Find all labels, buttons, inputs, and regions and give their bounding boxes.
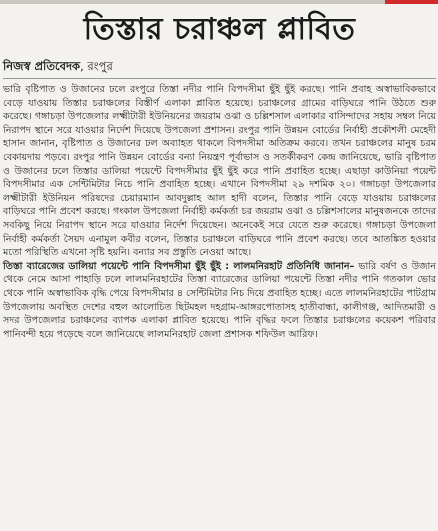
article-body: [3, 83, 436, 341]
top-rule-red: [385, 0, 438, 4]
top-color-rule: [0, 0, 438, 4]
byline-reporter: নিজস্ব প্রতিবেদক: [3, 59, 81, 73]
top-rule-gray: [0, 0, 385, 4]
article-paragraph-1: ভারি বৃষ্টিপাত ও উজানের ঢলে রংপুরে তিস্তা নদীর পানি বিপদসীমা ছুঁই ছুঁই করছে। পানি প্রবাহ অস্বাভাবিকভাবে বেড়ে যাওয়ায় তিস্তার চরাঞ্চলের বিস্তীর্ণ এলাকা প্লাবিত হয়েছে। চরাঞ্চলের গ্রামের বাড়িঘরে পানি উঠতে শুরু করেছে। গঙ্গাচড়া উপজেলার লক্ষ্মীটারী ইউনিয়নের জয়রাম ওঝা ও চল্লিশসাল এলাকার বাসিন্দাদের সহায় সম্বল নিয়ে নিরাপদ স্থানে সরে যাওয়ার নির্দেশ দিয়েছে উপজেলা প্রশাসন। রংপুর পানি উন্নয়ন বোর্ডের নির্বাহী প্রকৌশলী মেহেদী হাসান জানান, বৃষ্টিপাত ও উজানের ঢল অব্যাহত থাকলে বিপদসীমা অতিক্রম করবে। তখন চরাঞ্চলের মানুষ চরম বেকায়দায় পড়বে। রংপুর পানি উন্নয়ন বোর্ডের বন্যা নিয়ন্ত্রণ পূর্বাভাস ও সতর্কীকরণ কেন্দ্র জানিয়েছে, ভারি বৃষ্টিপাত ও উজানের ঢলে তিস্তার ডালিয়া পয়েন্টে বিপদসীমার ছুঁই ছুঁই করে পানি প্রবাহিত হচ্ছে। এছাড়া কাউনিয়া পয়েন্ট বিপদসীমার এক সেন্টিমিটার নিচে পানি প্রবাহিত হচ্ছে। এখানে বিপদসীমা ২৯ দশমিক ২০। গঙ্গাচড়া উপজেলার লক্ষ্মীটারী ইউনিয়ন পরিষদের চেয়ারম্যান আবদুল্লাহ আল হাদী বলেন, তিস্তার পানি বেড়ে যাওয়ায় চরাঞ্চলের বাড়িঘরে পানি প্রবেশ করছে। গংকাল উপজেলা নির্বাহী কর্মকর্তা চর জয়রাম ওঝা ও চল্লিশসালের মানুষজনকে তাদের সবকিছু নিয়ে নিরাপদ স্থানে সরে যাওয়ার নির্দেশ দিয়েছেন। অনেকেই সরে যেতে শুরু করেছে। গঙ্গাচড়া উপজেলা নির্বাহী কর্মকর্তা সৈয়দ এনামুল কবীর বলেন, তিস্তার চরাঞ্চলে বাড়িঘরে পানি প্রবেশ করছে। তবে আতঙ্কিত হওয়ার মতো পরিস্থিতি এখনো সৃষ্টি হয়নি। বন্যার সব প্রস্তুতি নেওয়া আছে।: [3, 84, 436, 259]
article-paragraph-2: [3, 260, 436, 342]
headline: তিস্তার চরাঞ্চল প্লাবিত: [83, 12, 356, 47]
byline-divider: [3, 78, 436, 79]
byline-location: , রংপুর: [80, 59, 113, 73]
byline: [3, 58, 436, 74]
article-paragraph-2-lead: তিস্তা ব্যারেজের ডালিয়া পয়েন্টে পানি বিপদসীমা ছুঁই ছুঁই : লালমনিরহাট প্রতিনিধি জানান–: [3, 260, 355, 272]
article-paragraph-2-text: ভারি বর্ষণ ও উজান থেকে নেমে আসা পাহাড়ি ঢলে লালমনিরহাটের তিস্তা ব্যারেজের ডালিয়া পয়েন্টে তিস্তা নদীর পানি গতকাল ভোর থেকে পানি অস্বাভাবিক বৃদ্ধি পেয়ে বিপদসীমার ৪ সেন্টিমিটার নিচ দিয়ে প্রবাহিত হচ্ছে। এতে লালমনিরহাটের পাটগ্রাম উপজেলায় অবস্থিত দেশের বহুল আলোচিত ছিটমহল দহগ্রাম-আঙ্গরপোতাসহ হাতীবান্ধা, কালীগঞ্জ, আদিতমারী ও সদর উপজেলার চরাঞ্চলের ব্যাপক এলাকা প্লাবিত হয়েছে। পানি বৃদ্ধির ফলে তিস্তার চরাঞ্চলের কয়েকশ পরিবার পানিবন্দী হয়ে পড়েছে বলে জানিয়েছে লালমনিরহাট জেলা প্রশাসক শফিউল আরিফ।: [3, 260, 436, 340]
